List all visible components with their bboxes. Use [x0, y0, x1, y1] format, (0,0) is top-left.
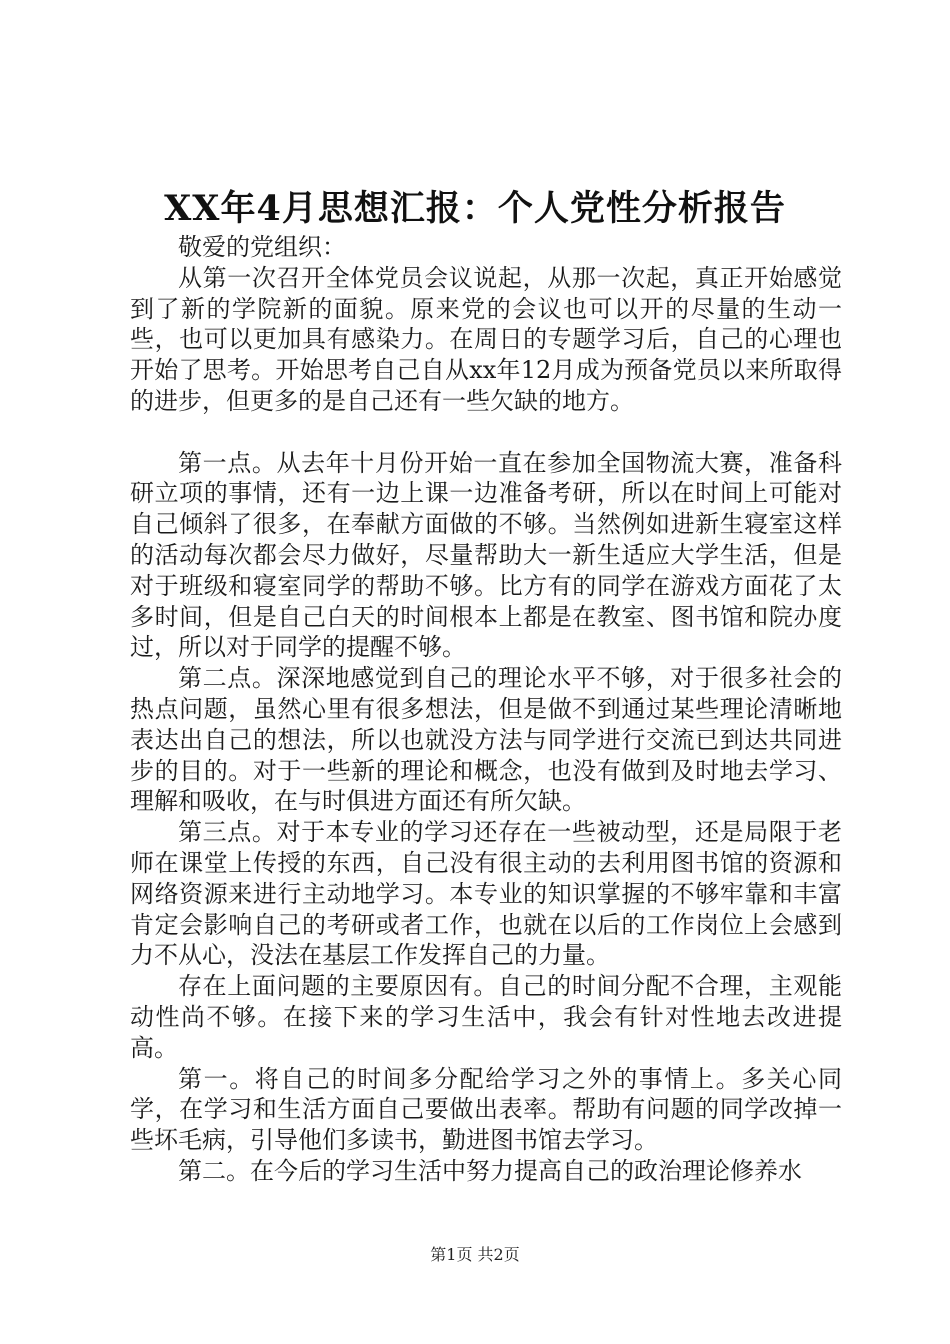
paragraph-measure-2: 第二。在今后的学习生活中努力提高自己的政治理论修养水	[178, 1156, 802, 1185]
page-footer: 第1页 共2页	[430, 1245, 520, 1264]
paragraph-point-2: 第二点。深深地感觉到自己的理论水平不够，对于很多社会的热点问题，虽然心里有很多想法，但是做不到通过某些理论清晰地表达出自己的想法，所以也就没方法与同学进行交流已到达共同进步的目的。对于一些新的理论和概念，也没有做到及时地去学习、理解和吸收，在与时俱进方面还有所欠缺。	[130, 664, 842, 816]
page-title: XX年4月思想汇报：个人党性分析报告	[164, 188, 786, 229]
paragraph-causes: 存在上面问题的主要原因有。自己的时间分配不合理，主观能动性尚不够。在接下来的学习生活中，我会有针对性地去改进提高。	[130, 972, 842, 1062]
salutation: 敬爱的党组织：	[178, 233, 346, 261]
paragraph-intro: 从第一次召开全体党员会议说起，从那一次起，真正开始感觉到了新的学院新的面貌。原来党的会议也可以开的尽量的生动一些，也可以更加具有感染力。在周日的专题学习后，自己的心理也开始了思考。开始思考自己自从xx年12月成为预备党员以来所取得的进步，但更多的是自己还有一些欠缺的地方。	[130, 263, 842, 415]
paragraph-point-1: 第一点。从去年十月份开始一直在参加全国物流大赛，准备科研立项的事情，还有一边上课一边准备考研，所以在时间上可能对自己倾斜了很多，在奉献方面做的不够。当然例如进新生寝室这样的活动每次都会尽力做好，尽量帮助大一新生适应大学生活，但是对于班级和寝室同学的帮助不够。比方有的同学在游戏方面花了太多时间，但是自己白天的时间根本上都是在教室、图书馆和院办度过，所以对于同学的提醒不够。	[130, 448, 842, 662]
document-body	[130, 232, 842, 1187]
paragraph-measure-1: 第一。将自己的时间多分配给学习之外的事情上。多关心同学，在学习和生活方面自己要做出表率。帮助有问题的同学改掉一些坏毛病，引导他们多读书，勤进图书馆去学习。	[130, 1064, 842, 1155]
paragraph-point-3: 第三点。对于本专业的学习还存在一些被动型，还是局限于老师在课堂上传授的东西，自己没有很主动的去利用图书馆的资源和网络资源来进行主动地学习。本专业的知识掌握的不够牢靠和丰富肯定会影响自己的考研或者工作，也就在以后的工作岗位上会感到力不从心，没法在基层工作发挥自己的力量。	[130, 818, 842, 970]
